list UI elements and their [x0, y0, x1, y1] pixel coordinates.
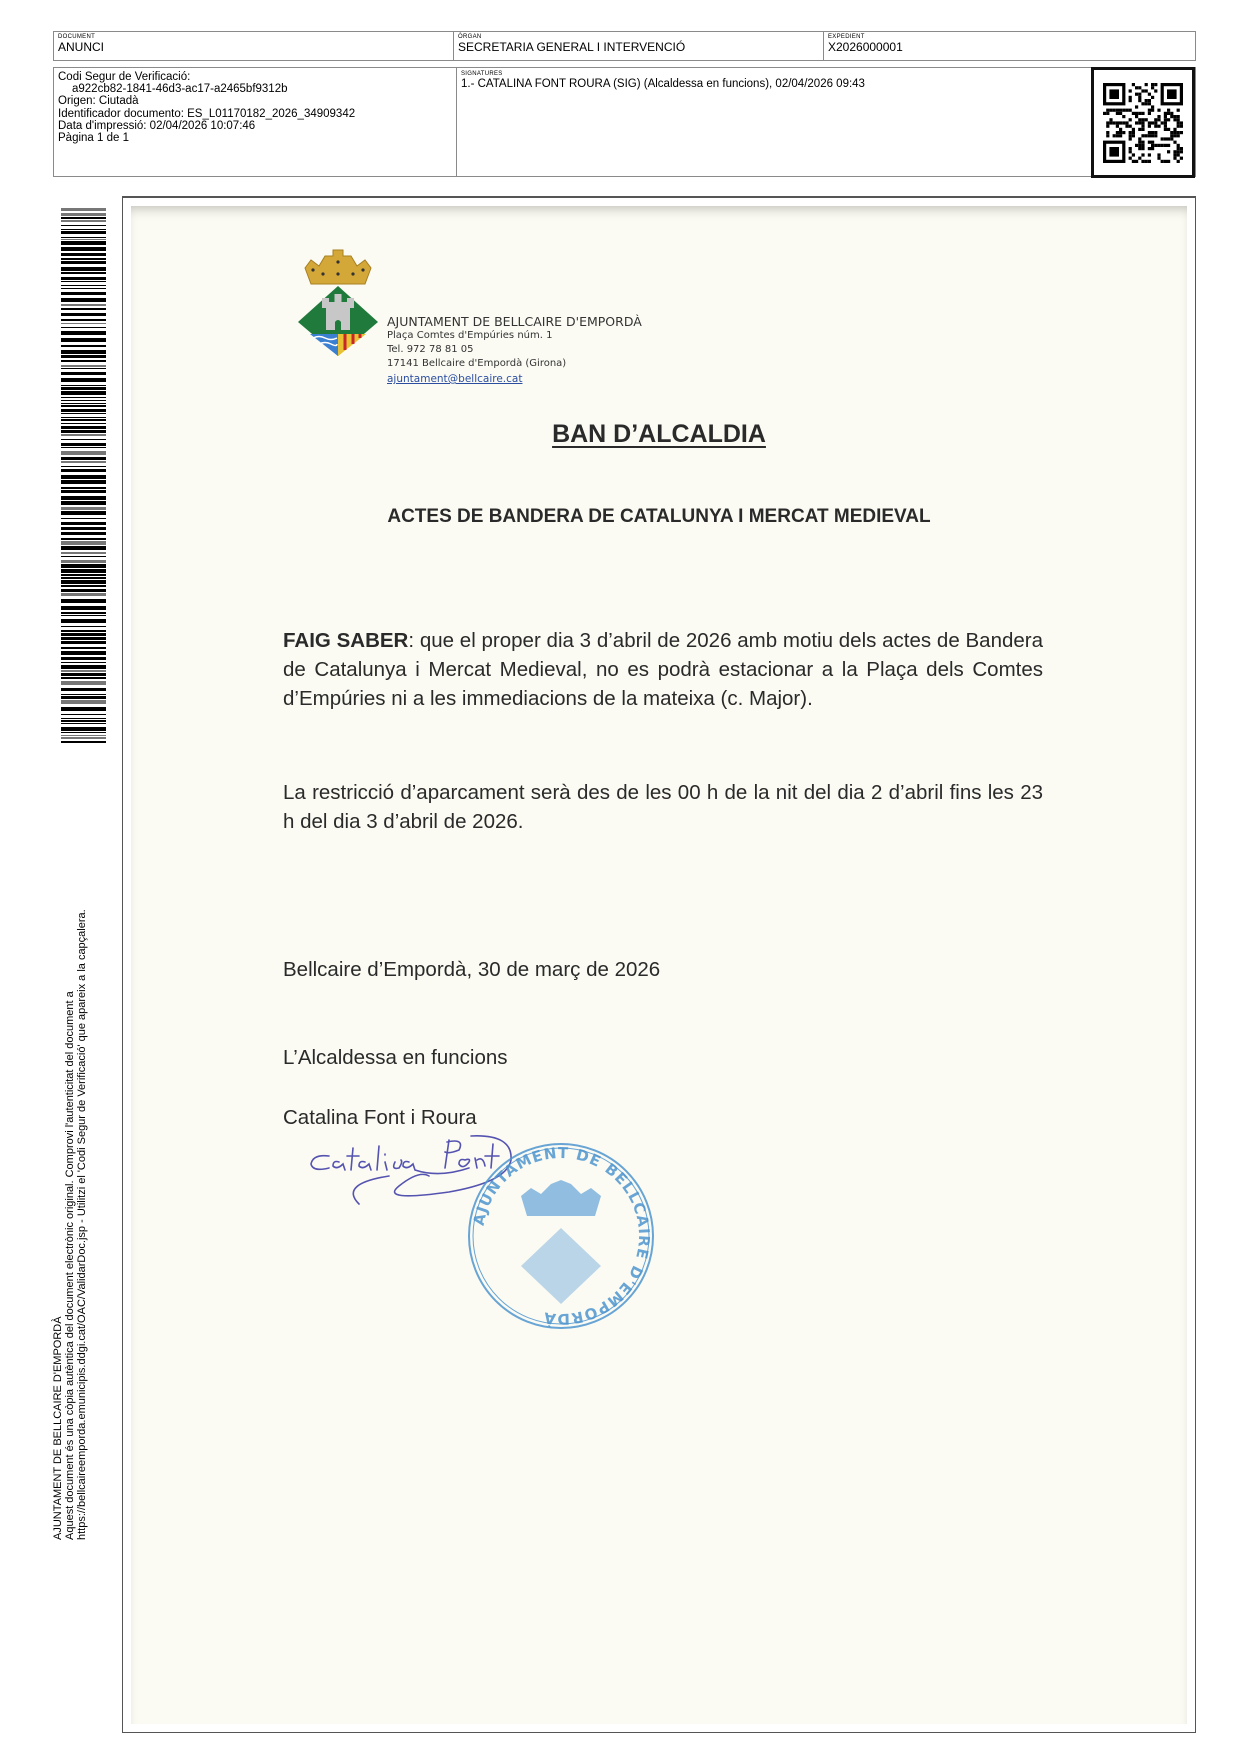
organ-cell: [454, 32, 824, 60]
page-count: Pàgina 1 de 1: [58, 132, 129, 145]
page-title-text: BAN D’ALCALDIA: [552, 420, 766, 448]
paragraph-restriction: La restricció d’aparcament serà des de les 00 h de la nit del dia 2 d’abril fins les 23 h del dia 3 d’abril de 2026.: [283, 781, 1043, 833]
document-value: ANUNCI: [58, 40, 105, 54]
page-subtitle: ACTES DE BANDERA DE CATALUNYA I MERCAT MEDIEVAL: [387, 506, 931, 527]
side-note-line-3[interactable]: https://bellcaireemporda.emunicipis.ddgi.cat/OAC/ValidarDoc.jsp - Utilitzi el 'Codi Segur de Verificació' que apareix a la capçalera.: [76, 909, 88, 1540]
print-date: Data d'impressió: 02/04/2026 10:07:46: [58, 119, 256, 132]
side-note-line-1: AJUNTAMENT DE BELLCAIRE D'EMPORDÀ: [52, 1316, 64, 1540]
letterhead-text: [387, 314, 642, 387]
signatures-label: SIGNATURES: [461, 71, 503, 77]
page-title: [131, 420, 1187, 449]
organ-label: ÒRGAN: [458, 34, 482, 40]
qr-code-icon: [1103, 83, 1183, 163]
header-row-2: [53, 67, 1196, 177]
expedient-value: X2026000001: [828, 40, 903, 54]
csv-value[interactable]: a922cb82-1841-46d3-ac17-a2465bf9312b: [72, 83, 288, 96]
notice-lead: FAIG SABER: [283, 629, 409, 652]
doc-id: Identificador documento: ES_L01170182_2026_34909342: [58, 107, 356, 120]
expedient-label: EXPEDIENT: [828, 34, 865, 40]
origin: Origen: Ciutadà: [58, 95, 139, 108]
side-note-line-2: Aquest document és una còpia autèntica del document electrònic original. Comprovi l'autenticitat del document a: [64, 991, 76, 1540]
side-barcode-icon: [61, 208, 106, 744]
letterhead: [293, 246, 642, 385]
svg-text:AJUNTAMENT DE BELLCAIRE D'EMPO: AJUNTAMENT DE BELLCAIRE D'EMPORDÀ: [469, 1143, 654, 1329]
expedient-cell: [824, 32, 1195, 60]
organ-value: SECRETARIA GENERAL I INTERVENCIÓ: [458, 40, 686, 54]
place-date: Bellcaire d’Empordà, 30 de març de 2026: [283, 958, 661, 981]
letterhead-tel: Tel. 972 78 81 05: [387, 344, 474, 355]
paper: [131, 206, 1187, 1724]
letterhead-city: 17141 Bellcaire d'Empordà (Girona): [387, 358, 567, 369]
letterhead-address: Plaça Comtes d'Empúries núm. 1: [387, 330, 553, 341]
qr-code: [1091, 67, 1195, 178]
document-cell: [54, 32, 454, 60]
signer-name: Catalina Font i Roura: [283, 1106, 477, 1129]
letterhead-email-link[interactable]: ajuntament@bellcaire.cat: [387, 373, 523, 385]
scanned-document: [122, 196, 1196, 1733]
side-verification-note: [52, 909, 88, 1540]
signatures-cell: [457, 68, 1195, 176]
coat-of-arms-icon: [293, 246, 383, 356]
signer-role: L’Alcaldessa en funcions: [283, 1046, 508, 1069]
letterhead-org: AJUNTAMENT DE BELLCAIRE D'EMPORDÀ: [387, 314, 642, 329]
verification-cell: [54, 68, 457, 176]
paragraph-notice: [283, 626, 1043, 713]
document-label: DOCUMENT: [58, 34, 96, 40]
official-stamp-icon: [461, 1136, 661, 1336]
header-row-1: [53, 31, 1196, 61]
signature-entry: 1.- CATALINA FONT ROURA (SIG) (Alcaldessa en funcions), 02/04/2026 09:43: [461, 78, 865, 90]
notice-text: : que el proper dia 3 d’abril de 2026 amb motiu dels actes de Bandera de Catalunya i Mercat Medieval, no es podrà estacionar a la Plaça dels Comtes d’Empúries ni a les immediacions de la mateixa (c. Major).: [283, 629, 1043, 710]
csv-label: Codi Segur de Verificació:: [58, 71, 191, 83]
